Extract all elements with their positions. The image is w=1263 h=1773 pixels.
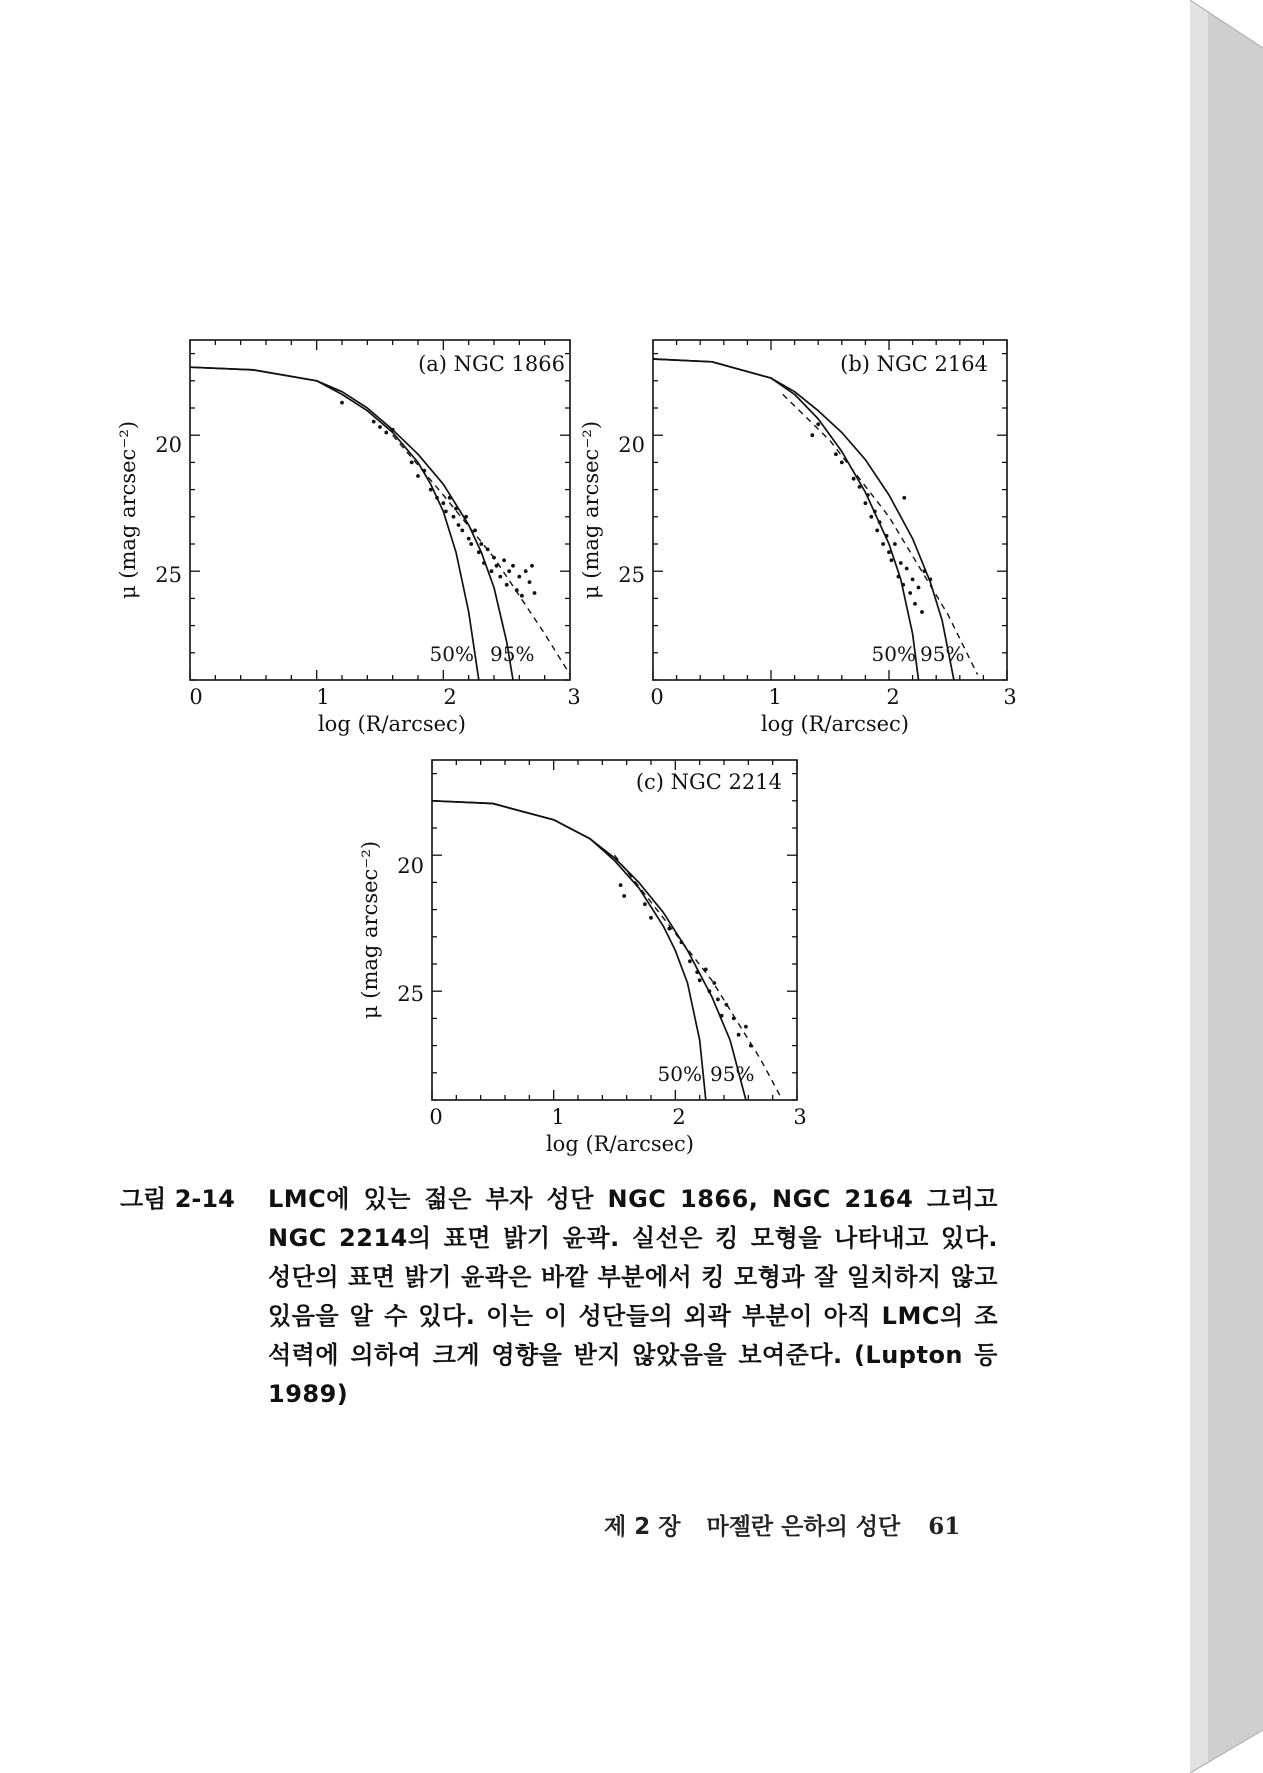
data-point bbox=[530, 564, 534, 568]
data-point bbox=[533, 591, 537, 595]
curves bbox=[190, 367, 570, 680]
curve-power-law bbox=[393, 435, 570, 674]
data-point bbox=[622, 894, 626, 898]
x-tick-label: 2 bbox=[886, 685, 900, 709]
data-points bbox=[619, 883, 753, 1047]
data-point bbox=[498, 575, 502, 579]
y-axis-label: μ (mag arcsec⁻²) bbox=[579, 420, 603, 600]
x-tick-label: 1 bbox=[768, 685, 782, 709]
x-tick-label: 3 bbox=[567, 685, 581, 709]
tick-marks bbox=[190, 340, 570, 680]
data-point bbox=[511, 564, 515, 568]
curve-95-percent bbox=[432, 801, 746, 1100]
curve-50-percent bbox=[190, 367, 479, 680]
data-point bbox=[492, 556, 496, 560]
data-point bbox=[881, 542, 885, 546]
data-point bbox=[866, 493, 870, 497]
y-tick-label: 20 bbox=[155, 433, 182, 457]
data-point bbox=[810, 433, 814, 437]
y-tick-label: 25 bbox=[397, 982, 424, 1006]
data-point bbox=[744, 1025, 748, 1029]
data-point bbox=[840, 461, 844, 465]
curves bbox=[653, 359, 978, 680]
data-point bbox=[878, 520, 882, 524]
x-tick-label: 0 bbox=[189, 685, 203, 709]
data-point bbox=[704, 968, 708, 972]
data-point bbox=[908, 591, 912, 595]
data-point bbox=[340, 401, 344, 405]
data-point bbox=[901, 583, 905, 587]
y-axis-label: μ (mag arcsec⁻²) bbox=[116, 420, 140, 600]
data-point bbox=[890, 558, 894, 562]
data-point bbox=[695, 970, 699, 974]
data-point bbox=[460, 529, 464, 533]
data-point bbox=[464, 515, 468, 519]
data-point bbox=[452, 515, 456, 519]
data-point bbox=[816, 422, 820, 426]
data-point bbox=[917, 586, 921, 590]
y-tick-label: 25 bbox=[618, 563, 645, 587]
plot-frame bbox=[653, 340, 1007, 680]
data-point bbox=[619, 883, 623, 887]
label-50-percent: 50% bbox=[429, 642, 474, 666]
data-point bbox=[708, 989, 712, 993]
curve-50-percent bbox=[653, 359, 919, 680]
y-tick-label: 20 bbox=[618, 433, 645, 457]
data-point bbox=[749, 1044, 753, 1048]
data-points bbox=[340, 401, 536, 598]
x-tick-label: 2 bbox=[443, 685, 457, 709]
footer-title: 마젤란 은하의 성단 bbox=[706, 1514, 901, 1540]
data-point bbox=[725, 1003, 729, 1007]
curve-50-percent bbox=[432, 801, 706, 1100]
data-point bbox=[378, 425, 382, 429]
x-axis-label: log (R/arcsec) bbox=[317, 712, 467, 736]
x-tick-label: 0 bbox=[429, 1105, 443, 1129]
tick-marks bbox=[432, 760, 797, 1100]
footer-chapter: 제 2 장 bbox=[604, 1514, 681, 1540]
plot-frame bbox=[432, 760, 797, 1100]
x-tick-label: 1 bbox=[551, 1105, 565, 1129]
chart-title: (c) NGC 2214 bbox=[635, 770, 782, 794]
data-point bbox=[902, 496, 906, 500]
y-axis-label: μ (mag arcsec⁻²) bbox=[358, 840, 382, 1020]
chart-a-ngc1866 bbox=[110, 325, 590, 745]
data-point bbox=[454, 507, 458, 511]
label-95-percent: 95% bbox=[920, 642, 965, 666]
label-95-percent: 95% bbox=[710, 1062, 755, 1086]
data-point bbox=[528, 580, 532, 584]
data-point bbox=[667, 927, 671, 931]
data-point bbox=[372, 420, 376, 424]
label-50-percent: 50% bbox=[657, 1062, 702, 1086]
data-point bbox=[737, 1033, 741, 1037]
label-50-percent: 50% bbox=[871, 642, 916, 666]
data-point bbox=[869, 515, 873, 519]
data-point bbox=[416, 474, 420, 478]
data-point bbox=[911, 578, 915, 582]
y-tick-label: 20 bbox=[397, 854, 424, 878]
data-point bbox=[712, 981, 716, 985]
data-point bbox=[905, 567, 909, 571]
x-axis-label: log (R/arcsec) bbox=[545, 1132, 695, 1156]
data-point bbox=[920, 610, 924, 614]
x-tick-label: 1 bbox=[316, 685, 330, 709]
x-axis-label: log (R/arcsec) bbox=[760, 712, 910, 736]
chart-title: (a) NGC 1866 bbox=[418, 352, 565, 376]
data-point bbox=[680, 940, 684, 944]
data-point bbox=[482, 561, 486, 565]
data-point bbox=[858, 485, 862, 489]
tick-marks bbox=[653, 340, 1007, 680]
curve-95-percent bbox=[653, 359, 954, 680]
data-point bbox=[448, 496, 452, 500]
data-point bbox=[517, 575, 521, 579]
data-point bbox=[479, 542, 483, 546]
data-points bbox=[810, 422, 932, 614]
book-page-edge bbox=[1190, 0, 1263, 1773]
data-point bbox=[913, 602, 917, 606]
data-point bbox=[490, 569, 494, 573]
data-point bbox=[435, 496, 439, 500]
data-point bbox=[505, 583, 509, 587]
data-point bbox=[643, 902, 647, 906]
data-point bbox=[885, 534, 889, 538]
data-point bbox=[698, 978, 702, 982]
data-point bbox=[649, 916, 653, 920]
data-point bbox=[852, 477, 856, 481]
data-point bbox=[467, 537, 471, 541]
data-point bbox=[875, 529, 879, 533]
data-point bbox=[524, 569, 528, 573]
data-point bbox=[441, 501, 445, 505]
data-point bbox=[864, 501, 868, 505]
data-point bbox=[495, 564, 499, 568]
data-point bbox=[410, 461, 414, 465]
x-tick-label: 0 bbox=[650, 685, 664, 709]
data-point bbox=[473, 529, 477, 533]
data-point bbox=[520, 594, 524, 598]
data-point bbox=[422, 469, 426, 473]
x-tick-label: 3 bbox=[1003, 685, 1017, 709]
data-point bbox=[429, 488, 433, 492]
x-tick-label: 2 bbox=[672, 1105, 686, 1129]
data-point bbox=[486, 548, 490, 552]
data-point bbox=[502, 558, 506, 562]
data-point bbox=[897, 575, 901, 579]
data-point bbox=[457, 523, 461, 527]
page-number: 61 bbox=[928, 1513, 961, 1540]
data-point bbox=[515, 588, 519, 592]
chart-b-ngc2164 bbox=[573, 325, 1053, 745]
data-point bbox=[688, 959, 692, 963]
curves bbox=[432, 801, 782, 1100]
data-point bbox=[444, 510, 448, 514]
label-95-percent: 95% bbox=[490, 642, 535, 666]
data-point bbox=[923, 569, 927, 573]
data-point bbox=[732, 1017, 736, 1021]
data-point bbox=[720, 1014, 724, 1018]
running-footer bbox=[604, 1508, 960, 1541]
data-point bbox=[928, 578, 932, 582]
curve-95-percent bbox=[190, 367, 513, 680]
data-point bbox=[873, 510, 877, 514]
data-point bbox=[469, 542, 473, 546]
data-point bbox=[716, 998, 720, 1002]
y-tick-label: 25 bbox=[155, 563, 182, 587]
data-point bbox=[834, 452, 838, 456]
data-point bbox=[893, 542, 897, 546]
plot-frame bbox=[190, 340, 570, 680]
chart-c-ngc2214 bbox=[352, 745, 832, 1165]
data-point bbox=[384, 431, 388, 435]
data-point bbox=[391, 428, 395, 432]
data-point bbox=[899, 561, 903, 565]
chart-title: (b) NGC 2164 bbox=[840, 352, 988, 376]
data-point bbox=[507, 569, 511, 573]
caption-label: 그림 2-14 bbox=[120, 1185, 235, 1213]
x-tick-label: 3 bbox=[793, 1105, 807, 1129]
caption-text: LMC에 있는 젊은 부자 성단 NGC 1866, NGC 2164 그리고 NGC 2214의 표면 밝기 윤곽. 실선은 킹 모형을 나타내고 있다. 성단의 표면 밝기 윤곽은 바깥 부분에서 킹 모형과 잘 일치하지 않고 있음을 알 수 있다. 이는 이 성단들의 외곽 부분이 아직 LMC의 조석력에 의하여 크게 영향을 받지 않았음을 보여준다. (Lupton 등 1989) bbox=[268, 1185, 998, 1408]
data-point bbox=[887, 550, 891, 554]
data-point bbox=[477, 550, 481, 554]
